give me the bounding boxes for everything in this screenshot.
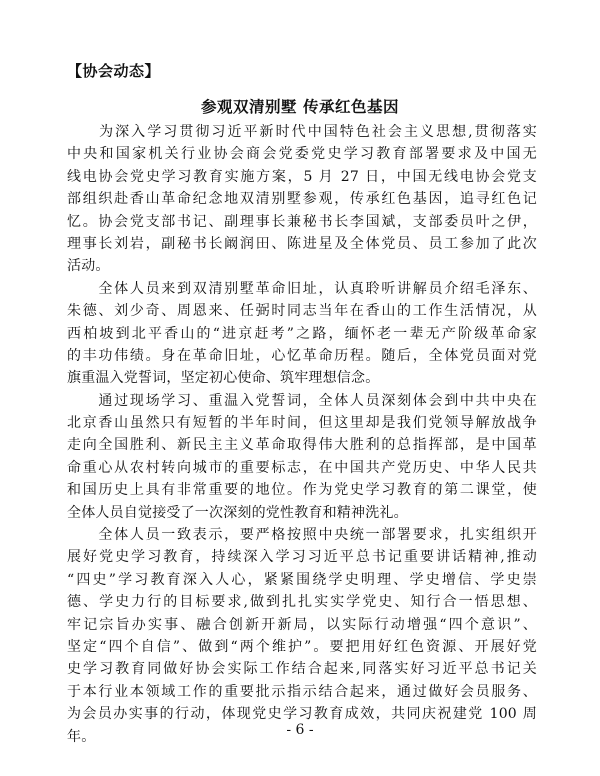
text-line: 坚定“四个自信”、做到“两个维护”。要把用好红色资源、开展好党 (67, 638, 537, 655)
section-tag: 【协会动态】 (67, 62, 161, 80)
text-line: 朱德、刘少奇、周恩来、任弼时同志当年在香山的工作生活情况，从 (67, 303, 537, 320)
text-line: “四史”学习教育深入人心，紧紧围绕学史明理、学史增信、学史崇 (67, 571, 537, 588)
paragraph-2 (67, 278, 537, 390)
text-line: 德、学史力行的目标要求,做到扎扎实实学党史、知行合一悟思想、 (67, 594, 537, 611)
text-line: 西柏坡到北平香山的“进京赶考”之路，缅怀老一辈无产阶级革命家 (67, 325, 537, 342)
text-line: 为会员办实事的行动，体现党史学习教育成效，共同庆祝建党 100 周 (67, 706, 537, 723)
text-line: 和国历史上具有非常重要的地位。作为党史学习教育的第二课堂，使 (67, 482, 537, 499)
text-line: 理事长刘岩，副秘书长阚润田、陈进星及全体党员、员工参加了此次 (67, 235, 537, 252)
text-line: 全体人员来到双清别墅革命旧址，认真聆听讲解员介绍毛泽东、 (67, 280, 537, 297)
text-line: 旗重温入党誓词，坚定初心使命、筑牢理想信念。 (67, 370, 380, 387)
article-title: 参观双清别墅 传承红色基因 (201, 98, 399, 116)
text-line: 年。 (67, 728, 96, 745)
text-line: 的丰功伟绩。身在革命旧址，心忆革命历程。随后，全体党员面对党 (67, 347, 537, 364)
text-line: 忆。协会党支部书记、副理事长兼秘书长李国斌，支部委员叶之伊， (67, 213, 537, 230)
text-line: 为深入学习贯彻习近平新时代中国特色社会主义思想,贯彻落实 (67, 124, 537, 140)
text-line: 通过现场学习、重温入党誓词，全体人员深刻体会到中共中央在 (67, 392, 537, 409)
text-line: 北京香山虽然只有短暂的半年时间，但这里却是我们党领导解放战争 (67, 415, 537, 432)
text-line: 展好党史学习教育，持续深入学习习近平总书记重要讲话精神,推动 (67, 549, 537, 566)
text-line: 命重心从农村转向城市的重要标志，在中国共产党历史、中华人民共 (67, 459, 537, 476)
text-line: 部组织赴香山革命纪念地双清别墅参观，传承红色基因，追寻红色记 (67, 191, 537, 208)
text-line: 史学习教育同做好协会实际工作结合起来,同落实好习近平总书记关 (67, 661, 537, 678)
text-line: 牢记宗旨办实事、融合创新开新局，以实际行动增强“四个意识”、 (67, 616, 537, 633)
article-body (67, 121, 537, 748)
text-line: 于本行业本领域工作的重要批示指示结合起来，通过做好会员服务、 (67, 683, 537, 700)
text-line: 线电协会党史学习教育实施方案，5 月 27 日，中国无线电协会党支 (67, 168, 537, 185)
text-line: 走向全国胜利、新民主主义革命取得伟大胜利的总指挥部，是中国革 (67, 437, 537, 454)
paragraph-4 (67, 524, 537, 748)
text-line: 中央和国家机关行业协会商会党委党史学习教育部署要求及中国无 (67, 146, 537, 163)
page-number: - 6 - (286, 722, 314, 738)
text-line: 活动。 (67, 258, 110, 275)
paragraph-1 (67, 121, 537, 278)
text-line: 全体人员自觉接受了一次深刻的党性教育和精神洗礼。 (67, 504, 408, 521)
paragraph-3 (67, 390, 537, 524)
text-line: 全体人员一致表示，要严格按照中央统一部署要求，扎实组织开 (67, 527, 537, 544)
